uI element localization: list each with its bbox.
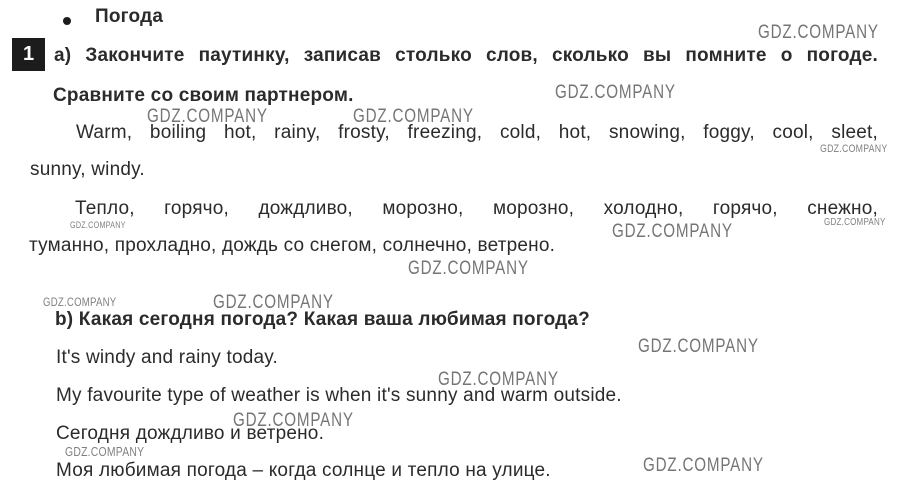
task-number-badge: 1 <box>12 38 45 71</box>
task-b-answer-russian-2: Моя любимая погода – когда солнце и тепло на улице. <box>56 460 551 481</box>
task-a-english-words-line1: Warm, boiling hot, rainy, frosty, freezing, cold, hot, snowing, foggy, cool, sleet, <box>76 122 878 143</box>
watermark: GDZ.COMPANY <box>43 295 117 309</box>
task-a-russian-words-line2: туманно, прохладно, дождь со снегом, солнечно, ветрено. <box>29 235 556 256</box>
task-b-answer-english-2: My favourite type of weather is when it's sunny and warm outside. <box>56 385 622 406</box>
watermark: GDZ.COMPANY <box>612 221 733 242</box>
watermark: GDZ.COMPANY <box>555 82 676 103</box>
watermark: GDZ.COMPANY <box>147 106 268 127</box>
task-b-answer-russian-1: Сегодня дождливо и ветрено. <box>56 423 325 444</box>
watermark: GDZ.COMPANY <box>438 369 559 390</box>
task-b-heading: b) Какая сегодня погода? Какая ваша любимая погода? <box>55 309 590 330</box>
page-title: Погода <box>95 6 164 27</box>
watermark: GDZ.COMPANY <box>353 106 474 127</box>
watermark: GDZ.COMPANY <box>213 292 334 313</box>
watermark: GDZ.COMPANY <box>758 22 879 43</box>
task-b-answer-english-1: It's windy and rainy today. <box>56 347 279 368</box>
watermark: GDZ.COMPANY <box>70 220 126 230</box>
watermark: GDZ.COMPANY <box>824 217 886 228</box>
task-a-heading-line1: а) Закончите паутинку, записав столько слов, сколько вы помните о погоде. <box>54 45 878 66</box>
watermark: GDZ.COMPANY <box>65 444 145 459</box>
task-a-heading-line2: Сравните со своим партнером. <box>53 85 354 106</box>
bullet-icon <box>63 17 71 25</box>
watermark: GDZ.COMPANY <box>233 410 354 431</box>
watermark: GDZ.COMPANY <box>820 143 888 155</box>
task-a-russian-words-line1: Тепло, горячо, дождливо, морозно, морозно, холодно, горячо, снежно, <box>75 198 878 219</box>
task-a-english-words-line2: sunny, windy. <box>30 159 145 180</box>
watermark: GDZ.COMPANY <box>638 336 759 357</box>
watermark: GDZ.COMPANY <box>643 455 764 476</box>
watermark: GDZ.COMPANY <box>408 258 529 279</box>
